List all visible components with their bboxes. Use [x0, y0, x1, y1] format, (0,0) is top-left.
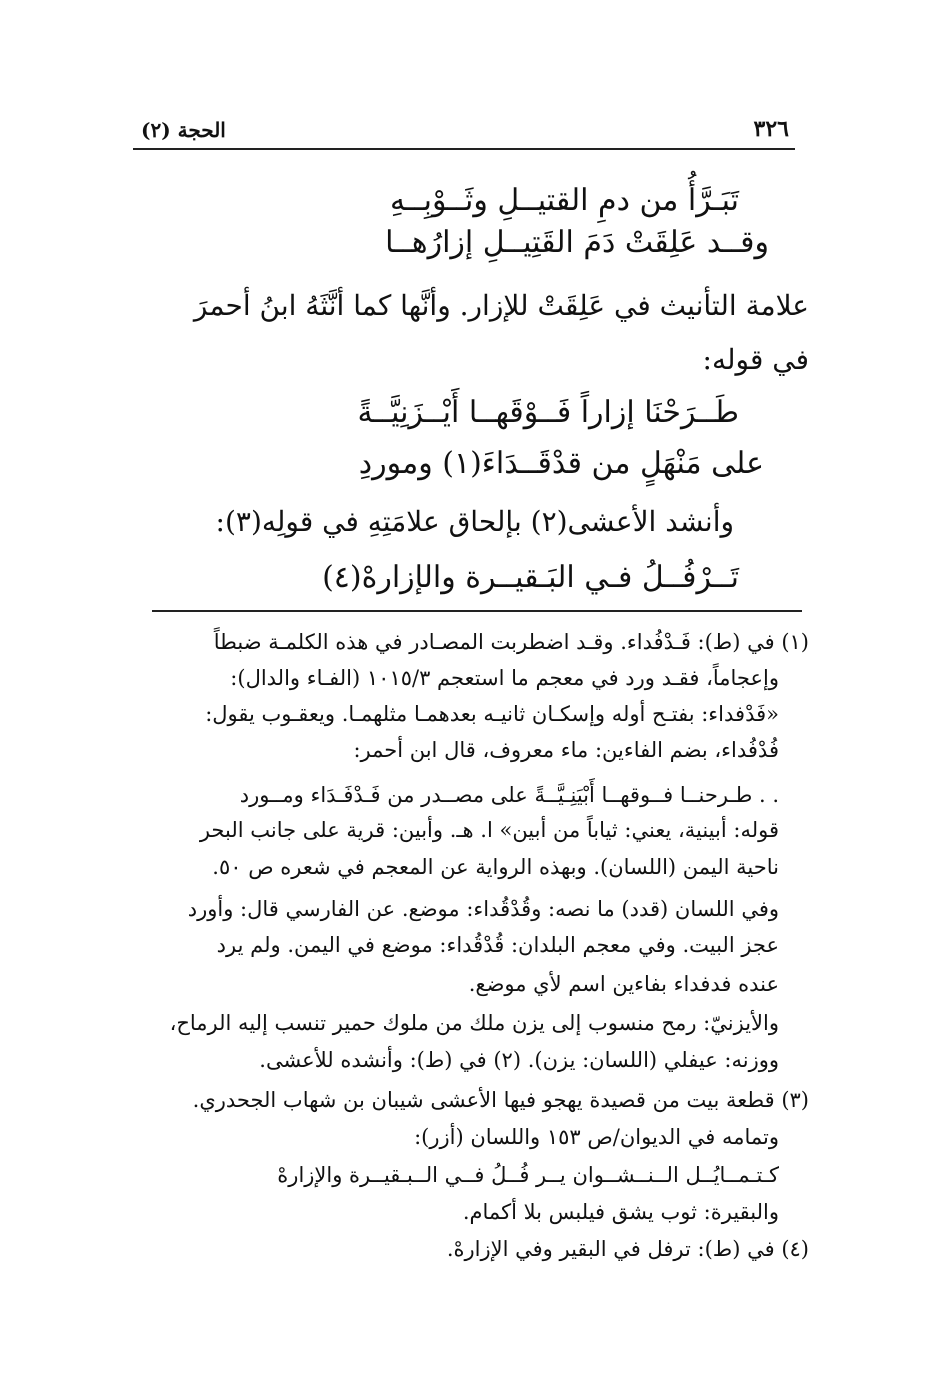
verse-2-second-hemistich: على مَنْهَلٍ من قدْقَــدَاءَ(١) وموردِ [358, 446, 764, 481]
footnote-line: «فَدْفداء: بفتـح أوله وإسكـان ثانيـه بعدهمـا مثلهمـا. ويعقـوب يقول: [205, 702, 779, 726]
verse-3: تَــرْفُــلُ فـي البَـقيــرة والإزارهْ(٤) [322, 560, 739, 595]
footnote-line: وفي اللسان (قدد) ما نصه: وقُدْقُداء: موضع. عن الفارسي قال: وأورد [187, 897, 779, 921]
page-number: ٣٢٦ [753, 116, 789, 142]
footnote-separator [152, 610, 802, 612]
page-header [133, 112, 795, 150]
paragraph-2: وأنشد الأعشى(٢) بإلحاق علامَتِهِ في قولِه(٣): [215, 505, 734, 538]
footnote-line: فُدْفُداء، بضم الفاءين: ماء معروف، قال ابن أحمر: [353, 738, 779, 762]
footnote-verse: . . طـرحنــا فــوقهــا أَبْيَنِـيَّــةً على مصــدر من فَـدْفَـدَاء ومــورد [239, 783, 779, 807]
footnote-line: والأيزنيّ: رمح منسوب إلى يزن ملك من ملوك حمير تنسب إليه الرماح، [169, 1011, 779, 1035]
footnote-line: (٤) في (ط): ترفل في البقير وفي الإزارهْ. [446, 1237, 809, 1261]
footnote-line: ووزنه: عيفلي (اللسان: يزن). (٢) في (ط): وأنشده للأعشى. [259, 1048, 779, 1072]
footnote-line: وتمامه في الديوان/ص ١٥٣ واللسان (أزر): [414, 1125, 779, 1149]
footnote-verse: كـتـمــايُــل الــنــشــوان يــر فُــلُ فــي الــبـقيــرة والإزارهْ [277, 1163, 779, 1187]
paragraph-1-line-1: علامة التأنيث في عَلِقَتْ للإزار. وأنَّها كما أنَّثَهُ ابنُ أحمرَ [193, 289, 809, 322]
verse-1-second-hemistich: وقــد عَلِقَتْ دَمَ القَتِيــلِ إزارُهــا [385, 225, 769, 260]
footnote-line: ناحية اليمن (اللسان). وبهذه الرواية عن المعجم في شعره ص ٥٠. [212, 855, 779, 879]
running-title: الحجة (٢) [141, 118, 226, 142]
footnote-line: (٣) قطعة بيت من قصيدة يهجو فيها الأعشى شيبان بن شهاب الجحدري. [192, 1088, 809, 1112]
footnote-line: قوله: أبينية، يعني: ثياباً من أبين» ا. هـ. وأبين: قرية على جانب البحر [199, 818, 779, 842]
footnote-line: (١) في (ط): فَـدْفُداء. وقـد اضطربت المصـادر في هذه الكلمـة ضبطاً [213, 630, 809, 654]
paragraph-1-line-2: في قوله: [702, 343, 809, 376]
verse-2-first-hemistich: طَــرَحْنَا إزاراً فَــوْقَهــا أَيْــزَنِيَّــةً [357, 395, 739, 430]
footnote-line: والبقيرة: ثوب يشق فيلبس بلا أكمام. [462, 1200, 779, 1224]
footnote-line: عنده فدفداء بفاءين اسم لأي موضع. [468, 972, 779, 996]
verse-1-first-hemistich: تَبَـرَّأُ من دمِ القتيــلِ وثَــوْبِــهِ [389, 183, 739, 218]
footnote-line: عجز البيت. وفي معجم البلدان: قُدْقُداء: موضع في اليمن. ولم يرد [216, 933, 779, 957]
footnote-line: وإعجاماً، فقـد ورد في معجم ما استعجم ١٠١٥/٣ (الفـاء والدال): [230, 666, 779, 690]
